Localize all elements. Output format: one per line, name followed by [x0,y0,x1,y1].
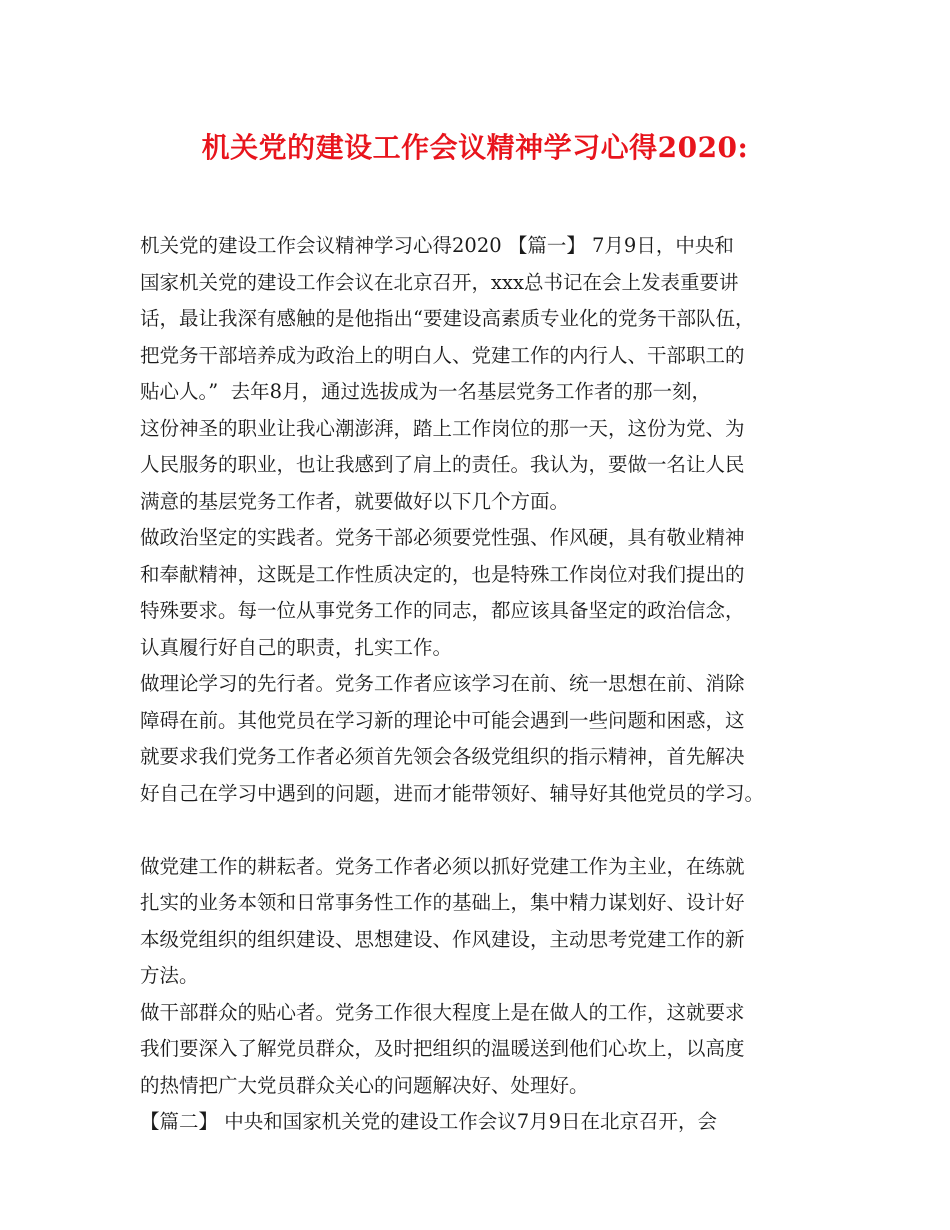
document-body [140,228,830,1141]
text-line: 话，最让我深有感触的是他指出“要建设高素质专业化的党务干部队伍， [140,307,755,330]
text-line: 和奉献精神，这既是工作性质决定的，也是特殊工作岗位对我们提出的 [140,562,745,586]
text-line: 满意的基层党务工作者，就要做好以下几个方面。 [140,489,570,513]
text-line: 做干部群众的贴心者。党务工作很大程度上是在做人的工作，这就要求 [140,1000,745,1024]
text-line: 好自己在学习中遇到的问题，进而才能带领好、辅导好其他党员的学习。 [140,781,765,805]
text-line: 机关党的建设工作会议精神学习心得2020 【篇一】 7月9日，中央和 [140,234,734,257]
text-line: 扎实的业务本领和日常事务性工作的基础上，集中精力谋划好、设计好 [140,891,745,914]
text-line: 我们要深入了解党员群众，及时把组织的温暖送到他们心坎上，以高度 [140,1037,745,1060]
text-line: 障碍在前。其他党员在学习新的理论中可能会遇到一些问题和困惑，这 [140,708,745,732]
text-line: 就要求我们党务工作者必须首先领会各级党组织的指示精神，首先解决 [140,745,745,768]
text-line: 把党务干部培养成为政治上的明白人、党建工作的内行人、干部职工的 [140,343,745,367]
blank-line [140,812,830,849]
text-line: 贴心人。” 去年8月，通过选拔成为一名基层党务工作者的那一刻， [140,380,712,403]
text-line: 【篇二】 中央和国家机关党的建设工作会议7月9日在北京召开，会 [140,1110,718,1133]
text-line: 人民服务的职业，也让我感到了肩上的责任。我认为，要做一名让人民 [140,453,745,476]
text-line: 本级党组织的组织建设、思想建设、作风建设，主动思考党建工作的新 [140,927,745,951]
text-line: 方法。 [140,964,199,987]
text-line: 做政治坚定的实践者。党务干部必须要党性强、作风硬，具有敬业精神 [140,526,745,549]
text-line: 的热情把广大党员群众关心的问题解决好、处理好。 [140,1073,589,1097]
text-line: 做理论学习的先行者。党务工作者应该学习在前、统一思想在前、消除 [140,672,745,695]
text-line: 这份神圣的职业让我心潮澎湃，踏上工作岗位的那一天，这份为党、为 [140,416,745,440]
text-line: 特殊要求。每一位从事党务工作的同志，都应该具备坚定的政治信念， [140,599,745,622]
text-line: 做党建工作的耕耘者。党务工作者必须以抓好党建工作为主业，在练就 [140,854,745,878]
document-title: 机关党的建设工作会议精神学习心得2020: [201,131,749,164]
text-line: 国家机关党的建设工作会议在北京召开，xxx总书记在会上发表重要讲 [140,270,739,294]
text-line: 认真履行好自己的职责，扎实工作。 [140,635,453,659]
